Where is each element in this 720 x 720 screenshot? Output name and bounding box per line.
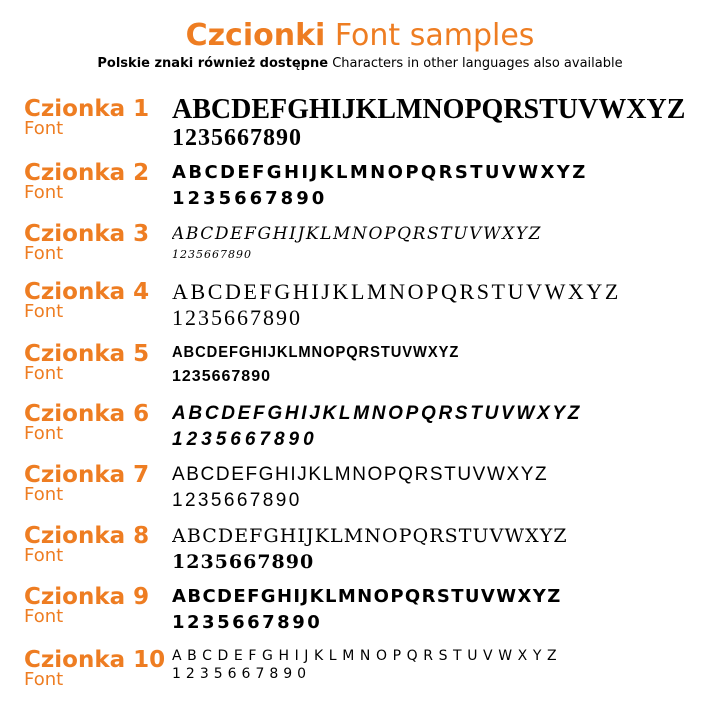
font-label [24,279,174,322]
sample-letters: ABCDEFGHIJKLMNOPQRSTUVWXYZ [172,586,562,607]
sample-letters: ABCDEFGHIJKLMNOPQRSTUVWXYZ [172,279,621,304]
font-sample-row-10 [24,647,714,703]
sample-digits: 1235667890 [172,188,328,209]
font-name: Czionka 7 [24,462,150,488]
sample-letters: ABCDEFGHIJKLMNOPQRSTUVWXYZ [172,224,543,244]
sample-letters: ABCDEFGHIJKLMNOPQRSTUVWXYZ [172,648,563,664]
font-sample-row-7 [24,462,714,518]
font-sample-row-5 [24,341,714,397]
sample-letters: ABCDEFGHIJKLMNOPQRSTUVWXYZ [172,96,686,125]
font-sample-row-1 [24,96,714,152]
font-sample [172,96,712,152]
page-subtitle [0,56,720,72]
font-sample-row-2 [24,160,714,216]
font-sub-label: Font [24,669,64,690]
font-name: Czionka 5 [24,341,150,367]
font-label [24,401,174,444]
font-sub-label: Font [24,118,64,139]
font-name: Czionka 3 [24,221,150,247]
sample-digits: 1235667890 [172,125,302,151]
sample-digits: 1235667890 [172,551,315,573]
font-sample [172,647,712,683]
sample-digits: 1235667890 [172,666,312,682]
font-sub-label: Font [24,301,64,322]
font-label [24,96,174,139]
font-sample-row-8 [24,523,714,579]
font-name: Czionka 6 [24,401,150,427]
font-sample-row-6 [24,401,714,457]
font-label [24,221,174,264]
sample-letters: ABCDEFGHIJKLMNOPQRSTUVWXYZ [172,344,460,361]
subtitle-english: Characters in other languages also available [332,56,623,71]
font-label [24,647,174,690]
font-sample [172,221,712,263]
sample-digits: 1235667890 [172,429,318,450]
font-name: Czionka 4 [24,279,150,305]
font-name: Czionka 1 [24,96,150,122]
font-sub-label: Font [24,484,64,505]
sample-letters: ABCDEFGHIJKLMNOPQRSTUVWXYZ [172,525,568,547]
font-name: Czionka 9 [24,584,150,610]
font-label [24,160,174,203]
font-label [24,341,174,384]
page-title [0,18,720,54]
sample-letters: ABCDEFGHIJKLMNOPQRSTUVWXYZ [172,464,549,485]
sample-digits: 1235667890 [172,305,302,330]
sample-digits: 1235667890 [172,612,323,633]
font-name: Czionka 2 [24,160,150,186]
sample-digits: 1235667890 [172,368,271,385]
sample-digits: 1235667890 [172,490,302,511]
font-sample-row-4 [24,279,714,335]
font-sample [172,462,712,514]
title-english: Font samples [334,18,535,53]
sample-digits: 1235667890 [172,248,252,261]
font-sample-row-9 [24,584,714,640]
font-sample [172,584,712,636]
font-sub-label: Font [24,545,64,566]
title-polish: Czcionki [185,18,326,53]
font-sample-row-3 [24,221,714,277]
sample-letters: ABCDEFGHIJKLMNOPQRSTUVWXYZ [172,403,583,424]
font-sub-label: Font [24,606,64,627]
font-label [24,462,174,505]
font-sub-label: Font [24,423,64,444]
font-sample [172,401,712,453]
font-sample [172,341,712,389]
sample-letters: ABCDEFGHIJKLMNOPQRSTUVWXYZ [172,162,588,183]
font-name: Czionka 8 [24,523,150,549]
font-sub-label: Font [24,182,64,203]
font-sample [172,160,712,212]
font-sample [172,279,712,331]
font-name: Czionka 10 [24,647,166,673]
font-label [24,523,174,566]
font-sub-label: Font [24,243,64,264]
subtitle-polish: Polskie znaki również dostępne [97,56,329,71]
font-sub-label: Font [24,363,64,384]
font-sample [172,523,712,575]
font-label [24,584,174,627]
